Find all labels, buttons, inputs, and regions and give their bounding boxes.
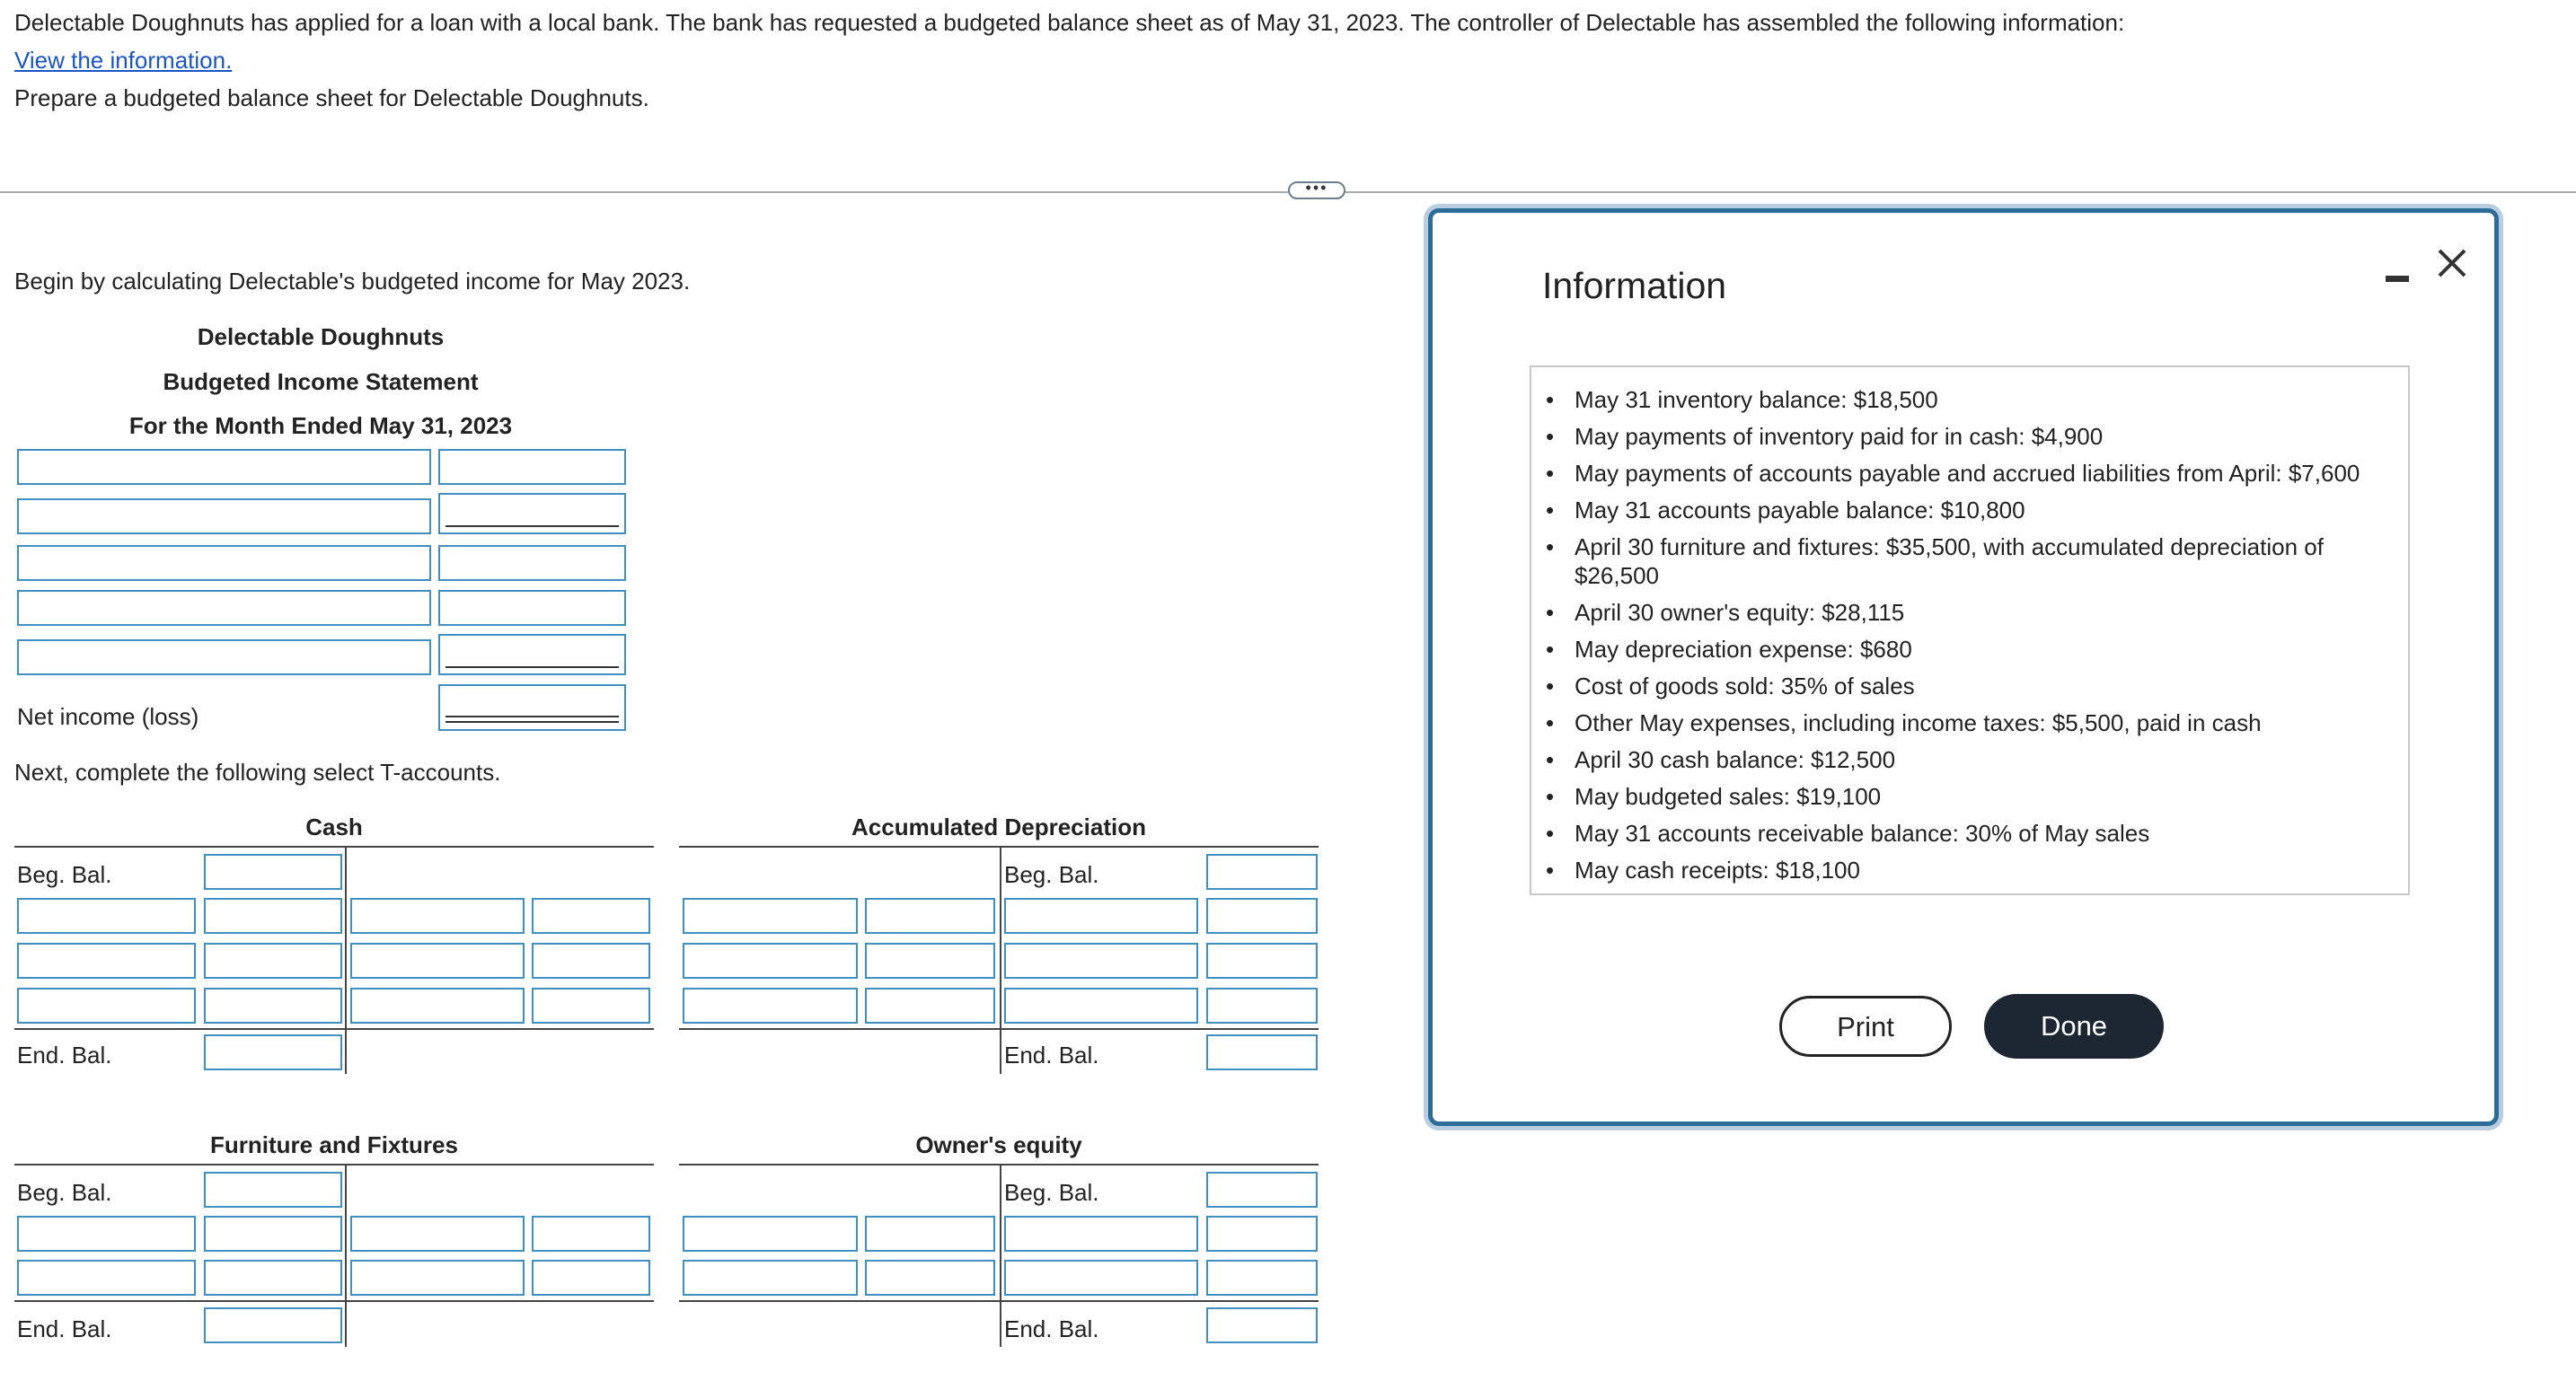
cash-center-rule bbox=[345, 846, 347, 1074]
owners-equity-beg-label: Beg. Bal. bbox=[1004, 1179, 1099, 1206]
cash-debit-label-3[interactable] bbox=[17, 988, 196, 1024]
furniture-beg-label: Beg. Bal. bbox=[17, 1179, 112, 1206]
accum-dep-debit-amount-2[interactable] bbox=[865, 943, 995, 979]
accum-dep-credit-label-2[interactable] bbox=[1004, 943, 1198, 979]
furniture-end-input[interactable] bbox=[204, 1307, 342, 1343]
furniture-title: Furniture and Fixtures bbox=[210, 1131, 458, 1158]
cash-credit-label-2[interactable] bbox=[350, 943, 525, 979]
list-item: • April 30 furniture and fixtures: $35,500, with accumulated depreciation of $26,500 bbox=[1546, 533, 2324, 589]
cash-top-rule bbox=[14, 846, 654, 848]
list-item: • April 30 cash balance: $12,500 bbox=[1546, 746, 1896, 773]
furniture-beg-input[interactable] bbox=[204, 1172, 342, 1208]
income-instruction: Begin by calculating Delectable's budgeted income for May 2023. bbox=[14, 268, 691, 295]
information-list-box bbox=[1530, 365, 2410, 895]
net-income-label: Net income (loss) bbox=[17, 703, 199, 730]
income-label-input-1[interactable] bbox=[17, 449, 431, 485]
list-item: • May depreciation expense: $680 bbox=[1546, 636, 1912, 663]
owners-equity-total-rule bbox=[679, 1300, 1319, 1302]
accum-dep-center-rule bbox=[1000, 846, 1001, 1074]
furniture-debit-label-1[interactable] bbox=[17, 1216, 196, 1252]
list-item: • May 31 inventory balance: $18,500 bbox=[1546, 386, 1938, 413]
income-amount-input-3[interactable] bbox=[438, 545, 626, 581]
furniture-debit-amount-1[interactable] bbox=[204, 1216, 342, 1252]
income-amount-input-2[interactable] bbox=[438, 493, 626, 534]
furniture-debit-amount-2[interactable] bbox=[204, 1260, 342, 1296]
accum-dep-debit-amount-3[interactable] bbox=[865, 988, 995, 1024]
cash-end-label: End. Bal. bbox=[17, 1042, 112, 1069]
income-label-input-3[interactable] bbox=[17, 545, 431, 581]
task-text: Prepare a budgeted balance sheet for Delectable Doughnuts. bbox=[14, 84, 649, 111]
accum-dep-title: Accumulated Depreciation bbox=[851, 814, 1146, 840]
information-modal bbox=[1428, 208, 2499, 1126]
minimize-icon[interactable] bbox=[2386, 261, 2409, 285]
accum-dep-total-rule bbox=[679, 1028, 1319, 1030]
cash-credit-amount-3[interactable] bbox=[532, 988, 650, 1024]
owners-equity-debit-label-1[interactable] bbox=[683, 1216, 858, 1252]
cash-title: Cash bbox=[305, 814, 363, 840]
owners-equity-debit-amount-1[interactable] bbox=[865, 1216, 995, 1252]
furniture-top-rule bbox=[14, 1164, 654, 1165]
furniture-credit-amount-1[interactable] bbox=[532, 1216, 650, 1252]
close-icon[interactable] bbox=[2436, 247, 2468, 279]
cash-debit-amount-1[interactable] bbox=[204, 898, 342, 934]
owners-equity-end-input[interactable] bbox=[1206, 1307, 1318, 1343]
furniture-credit-label-2[interactable] bbox=[350, 1260, 525, 1296]
accum-dep-credit-label-3[interactable] bbox=[1004, 988, 1198, 1024]
owners-equity-top-rule bbox=[679, 1164, 1319, 1165]
accum-dep-top-rule bbox=[679, 846, 1319, 848]
list-item: • May payments of inventory paid for in cash: $4,900 bbox=[1546, 423, 2104, 450]
accum-dep-debit-amount-1[interactable] bbox=[865, 898, 995, 934]
accum-dep-credit-amount-1[interactable] bbox=[1206, 898, 1318, 934]
done-button[interactable]: Done bbox=[1984, 994, 2164, 1059]
list-item: • Cost of goods sold: 35% of sales bbox=[1546, 673, 1915, 699]
cash-debit-label-2[interactable] bbox=[17, 943, 196, 979]
list-item: • May cash receipts: $18,100 bbox=[1546, 857, 1860, 884]
cash-beg-label: Beg. Bal. bbox=[17, 861, 112, 888]
owners-equity-title: Owner's equity bbox=[915, 1131, 1082, 1158]
cash-credit-amount-2[interactable] bbox=[532, 943, 650, 979]
cash-credit-label-1[interactable] bbox=[350, 898, 525, 934]
income-amount-input-5[interactable] bbox=[438, 634, 626, 675]
income-label-input-5[interactable] bbox=[17, 639, 431, 675]
income-label-input-2[interactable] bbox=[17, 498, 431, 534]
information-list bbox=[1531, 367, 2408, 884]
cash-credit-amount-1[interactable] bbox=[532, 898, 650, 934]
statement-period: For the Month Ended May 31, 2023 bbox=[128, 412, 513, 439]
furniture-end-label: End. Bal. bbox=[17, 1315, 112, 1342]
list-item: • May payments of accounts payable and accrued liabilities from April: $7,600 bbox=[1546, 460, 2360, 487]
cash-debit-amount-2[interactable] bbox=[204, 943, 342, 979]
accum-dep-beg-label: Beg. Bal. bbox=[1004, 861, 1099, 888]
owners-equity-end-label: End. Bal. bbox=[1004, 1315, 1099, 1342]
cash-beg-input[interactable] bbox=[204, 854, 342, 890]
cash-debit-label-1[interactable] bbox=[17, 898, 196, 934]
furniture-debit-label-2[interactable] bbox=[17, 1260, 196, 1296]
list-item: • Other May expenses, including income taxes: $5,500, paid in cash bbox=[1546, 709, 2262, 736]
owners-equity-credit-amount-2[interactable] bbox=[1206, 1260, 1318, 1296]
accum-dep-credit-amount-3[interactable] bbox=[1206, 988, 1318, 1024]
cash-debit-amount-3[interactable] bbox=[204, 988, 342, 1024]
view-information-link[interactable]: View the information. bbox=[14, 47, 233, 74]
furniture-total-rule bbox=[14, 1300, 654, 1302]
owners-equity-beg-input[interactable] bbox=[1206, 1172, 1318, 1208]
owners-equity-credit-label-2[interactable] bbox=[1004, 1260, 1198, 1296]
owners-equity-center-rule bbox=[1000, 1164, 1001, 1347]
cash-total-rule bbox=[14, 1028, 654, 1030]
income-amount-input-1[interactable] bbox=[438, 449, 626, 485]
taccounts-instruction: Next, complete the following select T-accounts. bbox=[14, 759, 501, 786]
furniture-credit-label-1[interactable] bbox=[350, 1216, 525, 1252]
accum-dep-debit-label-2[interactable] bbox=[683, 943, 858, 979]
net-income-input[interactable] bbox=[438, 684, 626, 731]
owners-equity-debit-amount-2[interactable] bbox=[865, 1260, 995, 1296]
cash-end-input[interactable] bbox=[204, 1034, 342, 1070]
accum-dep-credit-label-1[interactable] bbox=[1004, 898, 1198, 934]
accum-dep-debit-label-1[interactable] bbox=[683, 898, 858, 934]
list-item: • April 30 owner's equity: $28,115 bbox=[1546, 599, 1905, 626]
owners-equity-credit-amount-1[interactable] bbox=[1206, 1216, 1318, 1252]
accum-dep-credit-amount-2[interactable] bbox=[1206, 943, 1318, 979]
accum-dep-beg-input[interactable] bbox=[1206, 854, 1318, 890]
income-label-input-4[interactable] bbox=[17, 590, 431, 626]
furniture-center-rule bbox=[345, 1164, 347, 1347]
owners-equity-credit-label-1[interactable] bbox=[1004, 1216, 1198, 1252]
list-item: • May 31 accounts receivable balance: 30% of May sales bbox=[1546, 820, 2150, 847]
cash-credit-label-3[interactable] bbox=[350, 988, 525, 1024]
company-name: Delectable Doughnuts bbox=[197, 323, 445, 350]
owners-equity-debit-label-2[interactable] bbox=[683, 1260, 858, 1296]
expand-ellipsis-button[interactable]: ••• bbox=[1288, 181, 1345, 199]
list-item: • May budgeted sales: $19,100 bbox=[1546, 783, 1882, 810]
list-item: • May 31 accounts payable balance: $10,800 bbox=[1546, 497, 2025, 523]
statement-title: Budgeted Income Statement bbox=[163, 368, 479, 395]
problem-intro: Delectable Doughnuts has applied for a loan with a local bank. The bank has requested a budgeted balance sheet as of May 31, 2023. The controller of Delectable has assembled the following information: bbox=[14, 9, 2125, 36]
income-amount-input-4[interactable] bbox=[438, 590, 626, 626]
accum-dep-end-input[interactable] bbox=[1206, 1034, 1318, 1070]
modal-title: Information bbox=[1542, 265, 1727, 306]
accum-dep-end-label: End. Bal. bbox=[1004, 1042, 1099, 1069]
furniture-credit-amount-2[interactable] bbox=[532, 1260, 650, 1296]
accum-dep-debit-label-3[interactable] bbox=[683, 988, 858, 1024]
print-button[interactable]: Print bbox=[1779, 996, 1952, 1057]
